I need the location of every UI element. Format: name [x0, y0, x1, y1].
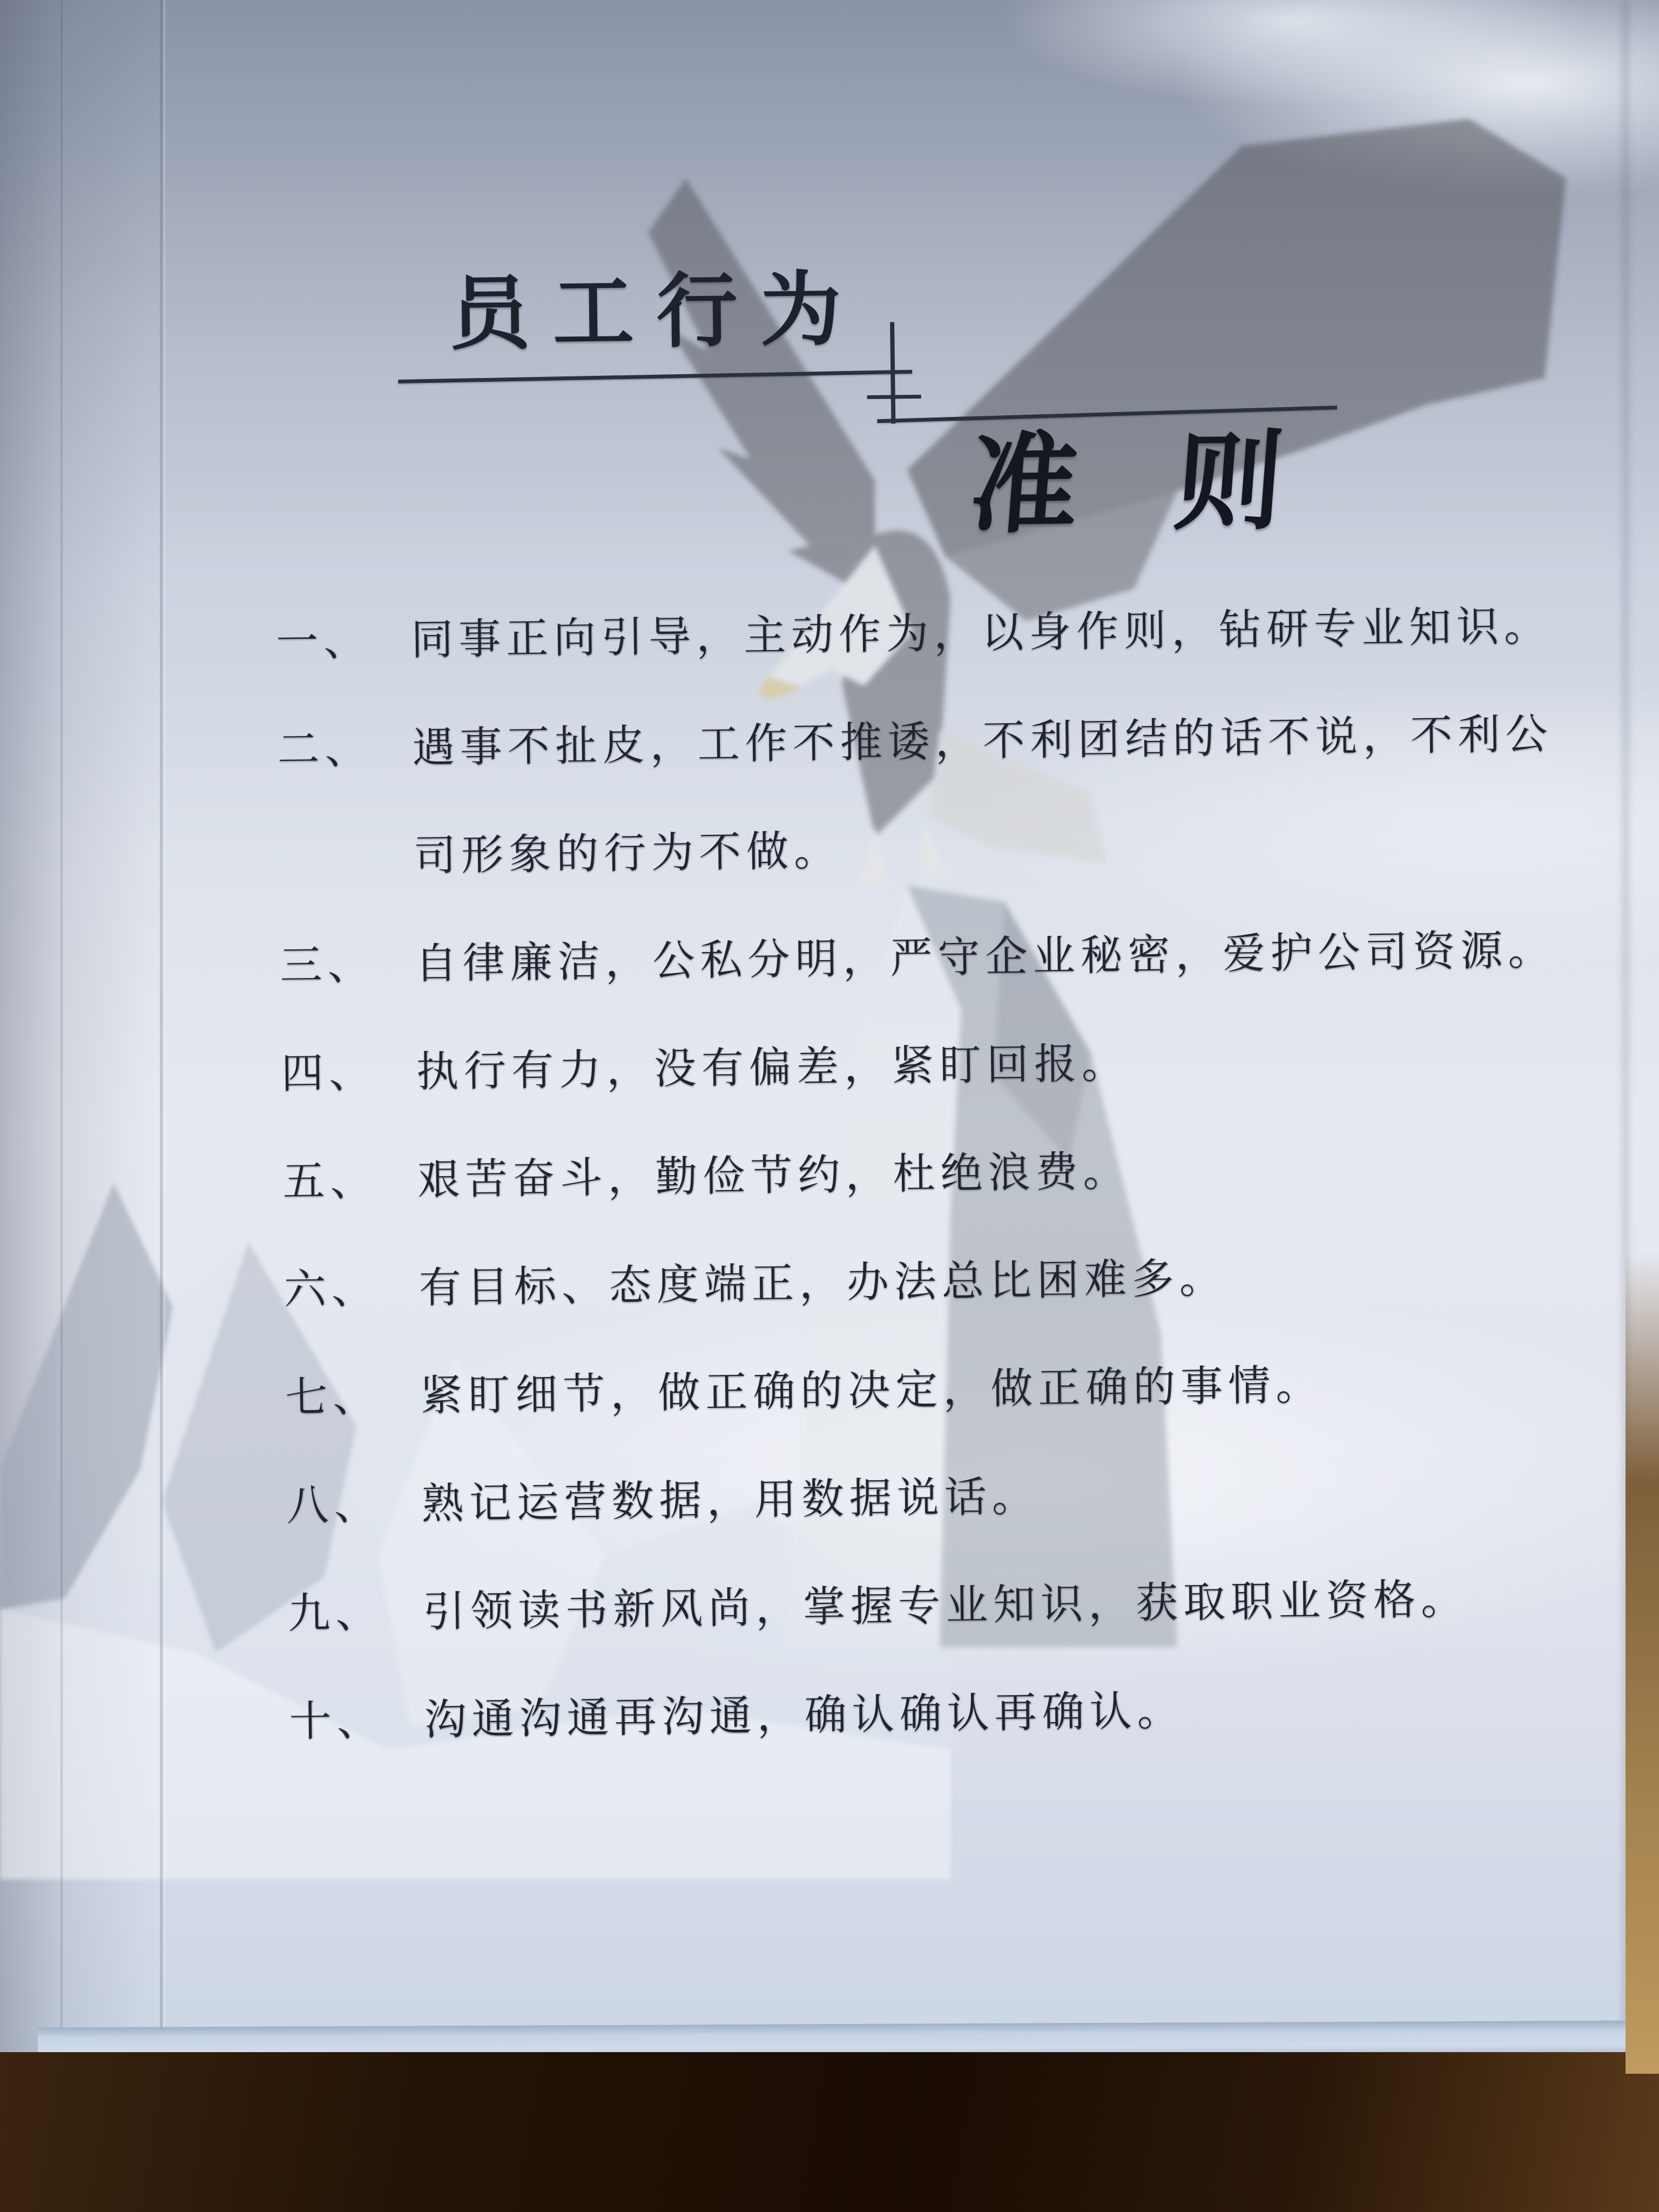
rule-text: 熟记运营数据，用数据说话。 — [421, 1472, 1040, 1528]
rule-item — [288, 1651, 1596, 1776]
rule-item — [287, 1543, 1595, 1668]
plus-mark-horizontal-bar — [867, 395, 921, 399]
rules-list — [275, 571, 1597, 1775]
rule-number: 四、 — [281, 1048, 377, 1097]
rule-item — [279, 895, 1587, 1020]
rule-item — [275, 571, 1583, 696]
rule-text: 执行有力，没有偏差，紧盯回报。 — [416, 1039, 1130, 1096]
page-title-bottom: 准 则 — [965, 417, 1318, 549]
rule-number: 三、 — [279, 940, 376, 989]
rule-text: 艰苦奋斗，勤俭节约，杜绝浪费。 — [417, 1147, 1131, 1204]
rule-number: 七、 — [285, 1372, 381, 1421]
rule-text: 自律廉洁，公私分明，严守企业秘密，爱护公司资源。 — [414, 926, 1556, 988]
title-underline-1 — [398, 370, 912, 383]
rule-text: 有目标、态度端正，办法总比困难多。 — [419, 1254, 1228, 1312]
page-title-top: 员工行为 — [448, 264, 865, 360]
rule-item — [281, 1003, 1589, 1128]
rule-item — [285, 1327, 1593, 1452]
rule-number: 六、 — [284, 1264, 380, 1313]
rule-text: 紧盯细节，做正确的决定，做正确的事情。 — [420, 1360, 1324, 1420]
rule-item — [286, 1435, 1594, 1560]
rule-text: 遇事不扯皮，工作不推诿，不利团结的话不说，不利公司形象的行为不做。 — [412, 710, 1553, 880]
rule-text: 同事正向引导，主动作为，以身作则，钻研专业知识。 — [410, 602, 1552, 664]
rule-number: 五、 — [282, 1156, 378, 1205]
rule-number: 八、 — [286, 1480, 382, 1529]
rule-number: 一、 — [275, 616, 372, 665]
rule-number: 十、 — [289, 1696, 385, 1745]
rule-item — [276, 679, 1586, 912]
rule-item — [284, 1219, 1591, 1344]
rule-text: 沟通沟通再沟通，确认确认再确认。 — [424, 1687, 1185, 1744]
rule-text: 引领读书新风尚，掌握专业知识，获取职业资格。 — [422, 1575, 1469, 1636]
plus-mark-vertical-bar — [890, 322, 895, 423]
rule-number: 二、 — [277, 724, 373, 773]
rule-item — [282, 1111, 1590, 1236]
wood-table-right-strip — [1626, 1253, 1659, 2074]
wood-table — [0, 2052, 1659, 2212]
rule-number: 九、 — [287, 1588, 383, 1637]
